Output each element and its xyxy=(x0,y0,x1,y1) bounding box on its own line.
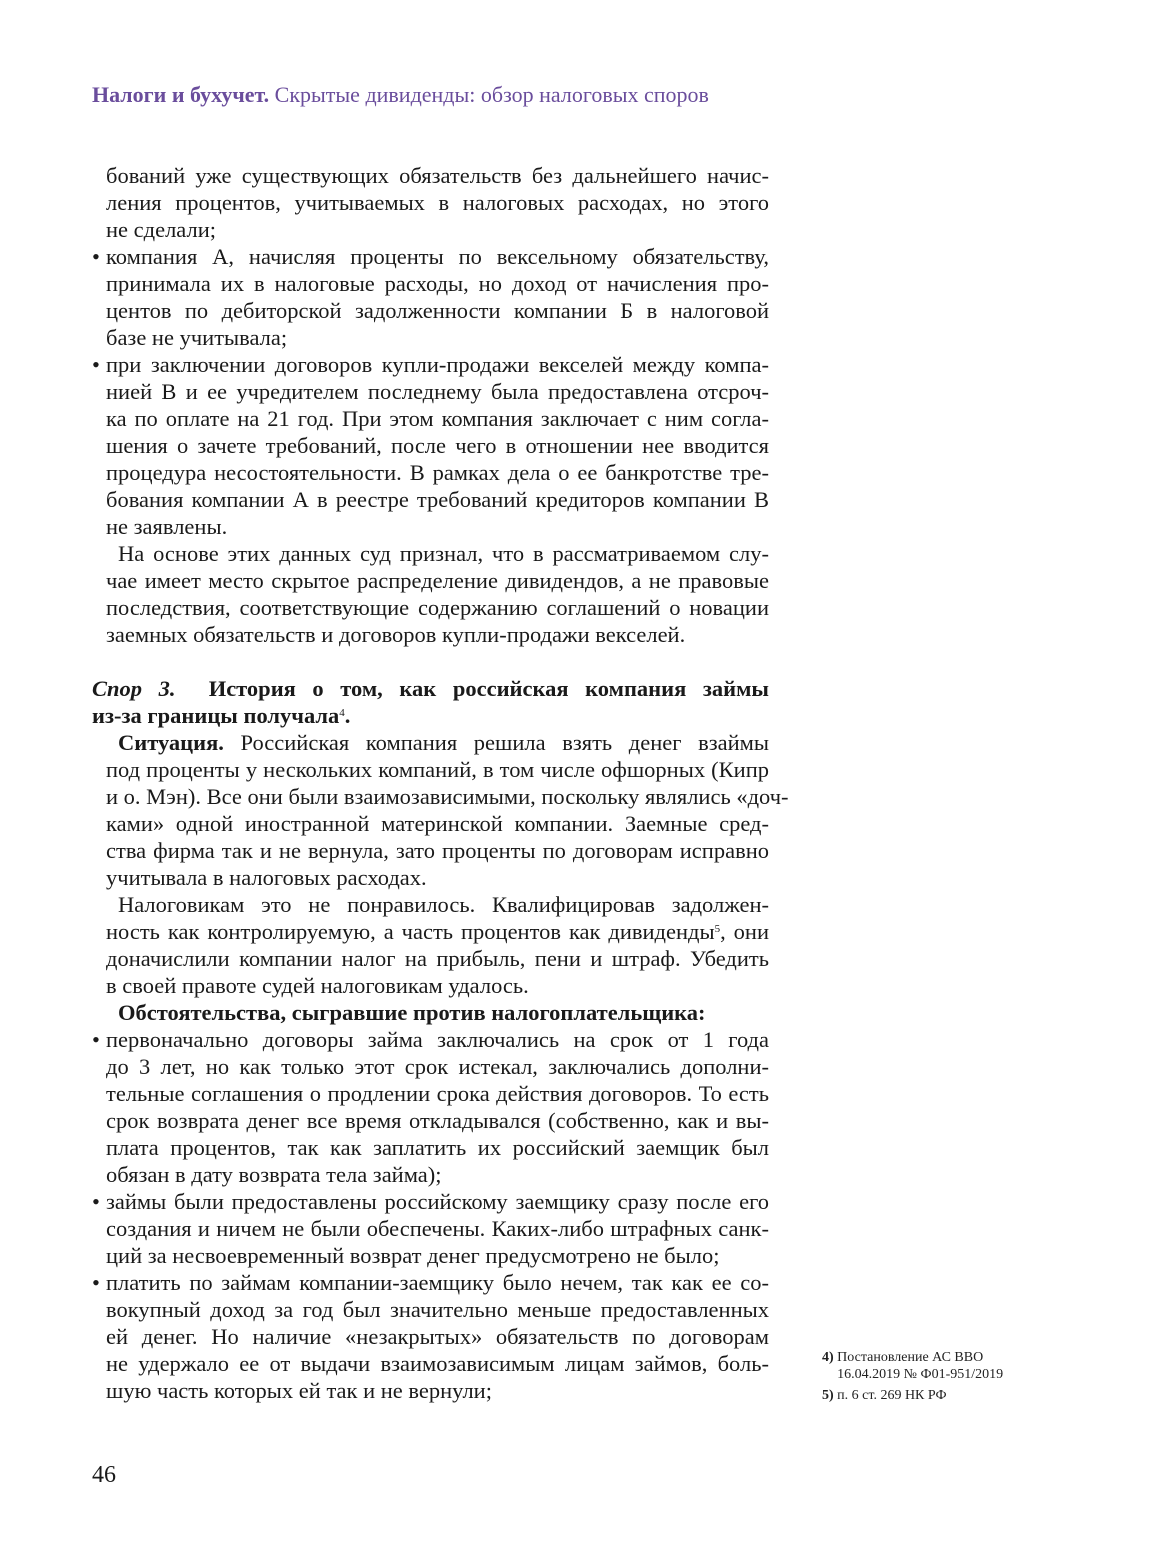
text-line xyxy=(92,756,769,783)
bullet-item xyxy=(92,1188,769,1269)
text-run: ей денег. Но наличие «незакрытых» обязательств по договорам xyxy=(106,1324,769,1349)
text-run: На основе этих данных суд признал, что в рассматриваемом слу- xyxy=(118,541,769,566)
text-run: не сделали; xyxy=(106,217,217,242)
text-run: процедура несостоятельности. В рамках дела о ее банкротстве тре- xyxy=(106,460,769,485)
text-run: тельные соглашения о продлении срока действия договоров. То есть xyxy=(106,1081,769,1106)
text-line xyxy=(92,729,769,756)
text-line xyxy=(92,1107,769,1134)
text-run: учитывала в налоговых расходах. xyxy=(106,865,427,890)
text-run: доначислили компании налог на прибыль, пени и штраф. Убедить xyxy=(106,946,769,971)
text-line xyxy=(92,297,769,324)
text-line xyxy=(92,1350,769,1377)
text-line xyxy=(92,351,769,378)
text-line xyxy=(92,702,769,729)
bullet-icon: • xyxy=(92,244,100,269)
text-run: центов по дебиторской задолженности компании Б в налоговой xyxy=(106,298,769,323)
text-line xyxy=(92,837,769,864)
paragraph xyxy=(92,891,769,999)
footnote-ref: 5 xyxy=(714,923,721,935)
bullet-item xyxy=(92,1269,769,1404)
text-run: ка по оплате на 21 год. При этом компания заключает с ним согла- xyxy=(106,406,769,431)
text-run: Спор 3. xyxy=(92,676,176,701)
text-run: Ситуация. xyxy=(118,730,224,755)
footnote-4 xyxy=(822,1349,1032,1383)
text-line xyxy=(92,459,769,486)
footnote-5 xyxy=(822,1387,1032,1404)
footnote-ref: 4 xyxy=(339,707,345,719)
text-line xyxy=(92,783,789,810)
text-run: ления процентов, учитываемых в налоговых расходах, но этого xyxy=(106,190,769,215)
footnote-number: 5) xyxy=(822,1388,834,1403)
running-header xyxy=(92,82,709,108)
text-run: из-за границы получала xyxy=(92,703,340,728)
header-section: Налоги и бухучет. xyxy=(92,82,270,107)
text-line xyxy=(92,243,769,270)
text-line xyxy=(92,432,769,459)
header-title: Скрытые дивиденды: обзор налоговых споров xyxy=(274,82,709,107)
text-line xyxy=(92,405,769,432)
text-run: обязан в дату возврата тела займа); xyxy=(106,1162,442,1187)
bullet-icon: • xyxy=(92,1270,100,1295)
text-run: чае имеет место скрытое распределение дивидендов, а не правовые xyxy=(106,568,769,593)
text-run: История о том, как российская компания займы xyxy=(175,676,769,701)
footnotes xyxy=(822,1349,1032,1408)
text-run: вокупный доход за год был значительно меньше предоставленных xyxy=(106,1297,769,1322)
text-line xyxy=(92,540,769,567)
paragraph xyxy=(92,162,769,243)
text-line xyxy=(92,1323,769,1350)
text-run: шения о зачете требований, после чего в отношении нее вводится xyxy=(106,433,769,458)
text-line xyxy=(92,1053,769,1080)
text-line xyxy=(92,1296,769,1323)
text-run: первоначально договоры займа заключались на срок от 1 года xyxy=(106,1027,769,1052)
bullet-item xyxy=(92,243,769,351)
text-run: , они xyxy=(720,919,769,944)
text-run: при заключении договоров купли-продажи векселей между компа- xyxy=(106,352,769,377)
page-number: 46 xyxy=(92,1462,116,1488)
text-run: не удержало ее от выдачи взаимозависимым лицам займов, боль- xyxy=(106,1351,769,1376)
text-line xyxy=(92,945,769,972)
text-run: последствия, соответствующие содержанию соглашений о новации xyxy=(106,595,769,620)
text-line xyxy=(92,1269,769,1296)
text-run: базе не учитывала; xyxy=(106,325,288,350)
text-line xyxy=(92,324,769,351)
text-run: срок возврата денег все время откладывался (собственно, как и вы- xyxy=(106,1108,769,1133)
text-run: под проценты у нескольких компаний, в том числе офшорных (Кипр xyxy=(106,757,769,782)
text-run: платить по займам компании-заемщику было нечем, так как ее со- xyxy=(106,1270,769,1295)
main-text-column xyxy=(92,162,789,1404)
text-run: Обстоятельства, сыгравшие против налогоплательщика: xyxy=(118,1000,706,1025)
text-line xyxy=(92,1242,769,1269)
text-line xyxy=(92,162,769,189)
text-run: заемных обязательств и договоров купли-продажи векселей. xyxy=(106,622,686,647)
footnote-text: п. 6 ст. 269 НК РФ xyxy=(837,1388,947,1403)
paragraph xyxy=(92,540,769,648)
text-run: бования компании А в реестре требований кредиторов компании В xyxy=(106,487,769,512)
text-run: до 3 лет, но как только этот срок истекал, заключались дополни- xyxy=(106,1054,769,1079)
text-line xyxy=(92,810,769,837)
text-run: не заявлены. xyxy=(106,514,228,539)
text-line xyxy=(92,1377,769,1404)
text-run: ками» одной иностранной материнской компании. Заемные сред- xyxy=(106,811,769,836)
text-line xyxy=(92,1188,769,1215)
text-line xyxy=(92,918,769,945)
text-line xyxy=(92,1026,769,1053)
text-run: и о. Мэн). Все они были взаимозависимыми, поскольку являлись «доч- xyxy=(106,784,789,809)
text-run: компания А, начисляя проценты по вексельному обязательству, xyxy=(106,244,769,269)
text-line xyxy=(92,1215,769,1242)
text-line xyxy=(92,594,769,621)
bullet-item xyxy=(92,1026,769,1188)
text-line xyxy=(92,486,769,513)
text-line xyxy=(92,864,769,891)
text-run: шую часть которых ей так и не вернули; xyxy=(106,1378,492,1403)
paragraph xyxy=(92,729,789,891)
paragraph xyxy=(92,999,769,1026)
text-line xyxy=(92,189,769,216)
text-run: Налоговикам это не понравилось. Квалифицировав задолжен- xyxy=(118,892,769,917)
text-run: принимала их в налоговые расходы, но доход от начисления про- xyxy=(106,271,769,296)
text-run: бований уже существующих обязательств без дальнейшего начис- xyxy=(106,163,769,188)
text-line xyxy=(92,378,769,405)
text-line xyxy=(92,1161,769,1188)
text-line xyxy=(92,972,769,999)
text-run: займы были предоставлены российскому заемщику сразу после его xyxy=(106,1189,769,1214)
text-line xyxy=(92,270,769,297)
text-line xyxy=(92,567,769,594)
text-line xyxy=(92,999,769,1026)
text-run: создания и ничем не были обеспечены. Каких-либо штрафных санк- xyxy=(106,1216,769,1241)
text-line xyxy=(92,891,769,918)
section-heading xyxy=(92,675,769,729)
text-run: плата процентов, так как заплатить их российский заемщик был xyxy=(106,1135,769,1160)
bullet-icon: • xyxy=(92,1189,100,1214)
text-line xyxy=(92,675,769,702)
text-run: нией В и ее учредителем последнему была предоставлена отсроч- xyxy=(106,379,769,404)
text-line xyxy=(92,621,769,648)
footnote-number: 4) xyxy=(822,1350,834,1365)
text-line xyxy=(92,513,769,540)
text-line xyxy=(92,216,769,243)
text-run: ность как контролируемую, а часть процентов как дивиденды xyxy=(106,919,715,944)
text-run: . xyxy=(344,703,351,728)
text-run: ций за несвоевременный возврат денег предусмотрено не было; xyxy=(106,1243,720,1268)
bullet-icon: • xyxy=(92,1027,100,1052)
text-run: Российская компания решила взять денег взаймы xyxy=(223,730,769,755)
bullet-item xyxy=(92,351,769,540)
text-run: в своей правоте судей налоговикам удалось. xyxy=(106,973,529,998)
bullet-icon: • xyxy=(92,352,100,377)
text-run: ства фирма так и не вернула, зато проценты по договорам исправно xyxy=(106,838,769,863)
text-line xyxy=(92,1134,769,1161)
footnote-text: Постановление АС ВВО 16.04.2019 № Ф01-951/2019 xyxy=(837,1350,1004,1382)
text-line xyxy=(92,1080,769,1107)
